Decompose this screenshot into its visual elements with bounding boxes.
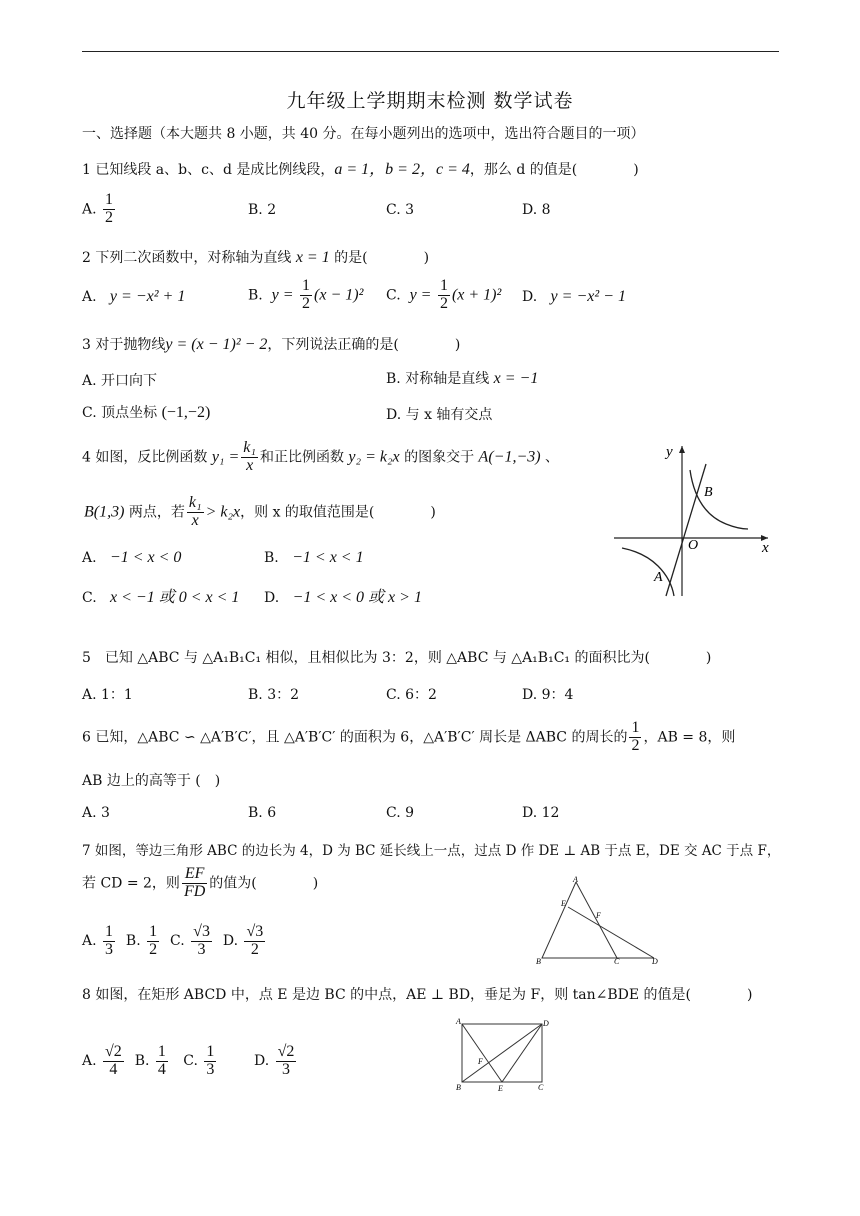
question-7-line-1: 7 如图，等边三角形 ABC 的边长为 4，D 为 BC 延长线上一点，过点 D 作 DE ⊥ AB 于点 E，DE 交 AC 于点 F， xyxy=(82,843,781,859)
question-4-option-b[interactable]: B. −1 < x < 1 xyxy=(264,549,364,566)
question-2-option-c[interactable]: C. y = $\frac{1}{2}$ (x + 1)² xyxy=(386,277,502,312)
x-axis-label: x xyxy=(762,540,769,556)
question-3-option-b[interactable]: B. 对称轴是直线 x = −1 xyxy=(386,370,539,387)
proportional-line xyxy=(666,464,706,596)
question-1-option-b[interactable]: B. 2 xyxy=(248,202,277,218)
point-b-label: B xyxy=(704,485,713,500)
point-e-label: E xyxy=(498,1084,503,1093)
y-axis-label: y xyxy=(666,444,673,460)
question-5-option-d[interactable]: D. 9：4 xyxy=(522,687,574,703)
question-1-stem: 1 已知线段 a、b、c、d 是成比例线段，a = 1，b = 2，c = 4，那么 d 的值是( ) xyxy=(82,161,639,178)
question-3-option-c[interactable]: C. 顶点坐标 (−1,−2) xyxy=(82,404,211,421)
question-4-option-a[interactable]: A. −1 < x < 0 xyxy=(82,549,182,566)
question-8-option-b[interactable]: B. $\frac{1}{4}$ xyxy=(134,1043,166,1078)
question-3-option-a[interactable]: A. 开口向下 xyxy=(82,373,158,389)
hyperbola-branch-2 xyxy=(622,548,674,596)
page-title: 九年级上学期期末检测 数学试卷 xyxy=(286,90,574,112)
question-3-option-d[interactable]: D. 与 x 轴有交点 xyxy=(386,407,493,423)
question-4-line-2: B(1,3) 两点，若 $\frac{\text{k₁}}{x}$ > k₂x，则 x 的取值范围是( ) xyxy=(84,494,436,529)
question-8-stem: 8 如图，在矩形 ABCD 中，点 E 是边 BC 的中点，AE ⊥ BD，垂足为 F，则 tan∠BDE 的值是( ) xyxy=(82,987,753,1003)
question-7-option-a[interactable]: A. $\frac{1}{3}$ xyxy=(82,923,114,958)
point-b-label: B xyxy=(456,1083,461,1092)
question-1-option-c[interactable]: C. 3 xyxy=(386,202,415,218)
question-6-option-d[interactable]: D. 12 xyxy=(522,805,560,821)
point-b-label: B xyxy=(536,957,541,966)
y-axis-arrow-icon xyxy=(679,446,685,453)
segment-de xyxy=(568,907,654,958)
question-5-option-a[interactable]: A. 1：1 xyxy=(82,687,133,703)
question-7-line-2: 若 CD = 2，则 $\frac{EF}{FD}$ 的值为( ) xyxy=(82,865,319,900)
origin-label: O xyxy=(688,538,699,553)
point-c-label: C xyxy=(538,1083,544,1092)
question-7-option-b[interactable]: B. $\frac{1}{2}$ xyxy=(125,923,158,958)
question-6-line-1: 6 已知，△ABC ∽ △A′B′C′，且 △A′B′C′ 的面积为 6，△A′B′C′ 周长是 ΔABC 的周长的 $\frac{1}{2}$ ，AB = 8，则 xyxy=(82,719,736,754)
header-rule xyxy=(82,51,779,52)
question-4-line-1: 4 如图，反比例函数 y₁ = $\frac{\text{k₁}}{x}$ 和正比例函数 y₂ = k₂x 的图象交于 A(−1,−3) 、 xyxy=(82,439,560,474)
question-2-option-a[interactable]: A. y = −x² + 1 xyxy=(82,288,186,305)
question-4-option-c[interactable]: C. x < −1 或 0 < x < 1 xyxy=(82,589,240,606)
question-7-figure xyxy=(530,874,670,966)
question-5-stem: 5 已知 △ABC 与 △A₁B₁C₁ 相似，且相似比为 3：2，则 △ABC 与 △A₁B₁C₁ 的面积比为( ) xyxy=(82,650,712,666)
section-heading: 一、选择题（本大题共 8 小题，共 40 分。在每小题列出的选项中，选出符合题目的一项） xyxy=(82,126,645,142)
question-6-option-a[interactable]: A. 3 xyxy=(82,805,110,821)
question-4-option-d[interactable]: D. −1 < x < 0 或 x > 1 xyxy=(264,589,422,606)
point-a-label: A xyxy=(456,1017,461,1026)
segment-de xyxy=(502,1024,542,1082)
question-6-option-b[interactable]: B. 6 xyxy=(248,805,277,821)
question-1-option-d[interactable]: D. 8 xyxy=(522,202,551,218)
segment-ac xyxy=(576,882,617,958)
hyperbola-branch-1 xyxy=(690,470,748,529)
question-6-line-2: AB 边上的高等于 ( ) xyxy=(82,773,221,789)
question-7-options xyxy=(82,924,267,959)
segment-ae xyxy=(462,1024,502,1082)
question-7-option-d[interactable]: D. $\frac{√3}{2}$ xyxy=(222,923,264,958)
question-8-options xyxy=(82,1044,298,1079)
point-e-label: E xyxy=(561,899,566,908)
point-c-label: C xyxy=(614,957,620,966)
diagonal-bd xyxy=(462,1024,542,1082)
question-3-stem: 3 对于抛物线y = (x − 1)² − 2，下列说法正确的是( ) xyxy=(82,336,461,353)
point-f-label: F xyxy=(596,911,601,920)
question-6-option-c[interactable]: C. 9 xyxy=(386,805,415,821)
question-2-option-d[interactable]: D. y = −x² − 1 xyxy=(522,288,626,305)
point-a-label: A xyxy=(573,875,578,884)
point-f-label: F xyxy=(478,1057,483,1066)
point-d-label: D xyxy=(543,1019,549,1028)
point-a-label: A xyxy=(654,570,663,585)
question-2-stem: 2 下列二次函数中，对称轴为直线 x = 1 的是( ) xyxy=(82,249,430,266)
triangle-abd-sides xyxy=(542,882,654,958)
question-5-option-c[interactable]: C. 6：2 xyxy=(386,687,437,703)
question-7-option-c[interactable]: C. $\frac{√3}{3}$ xyxy=(170,923,210,958)
question-1-option-a[interactable]: A. $\frac{1}{2}$ xyxy=(82,191,114,226)
question-8-option-c[interactable]: C. $\frac{1}{3}$ xyxy=(183,1043,215,1078)
question-2-option-b[interactable]: B. y = $\frac{1}{2}$ (x − 1)² xyxy=(248,277,364,312)
question-8-option-d[interactable]: D. $\frac{√2}{3}$ xyxy=(254,1043,295,1078)
question-4-figure xyxy=(608,436,778,602)
point-d-label: D xyxy=(652,957,658,966)
question-8-option-a[interactable]: A. $\frac{√2}{4}$ xyxy=(82,1043,122,1078)
question-8-figure xyxy=(452,1014,556,1094)
question-5-option-b[interactable]: B. 3：2 xyxy=(248,687,300,703)
